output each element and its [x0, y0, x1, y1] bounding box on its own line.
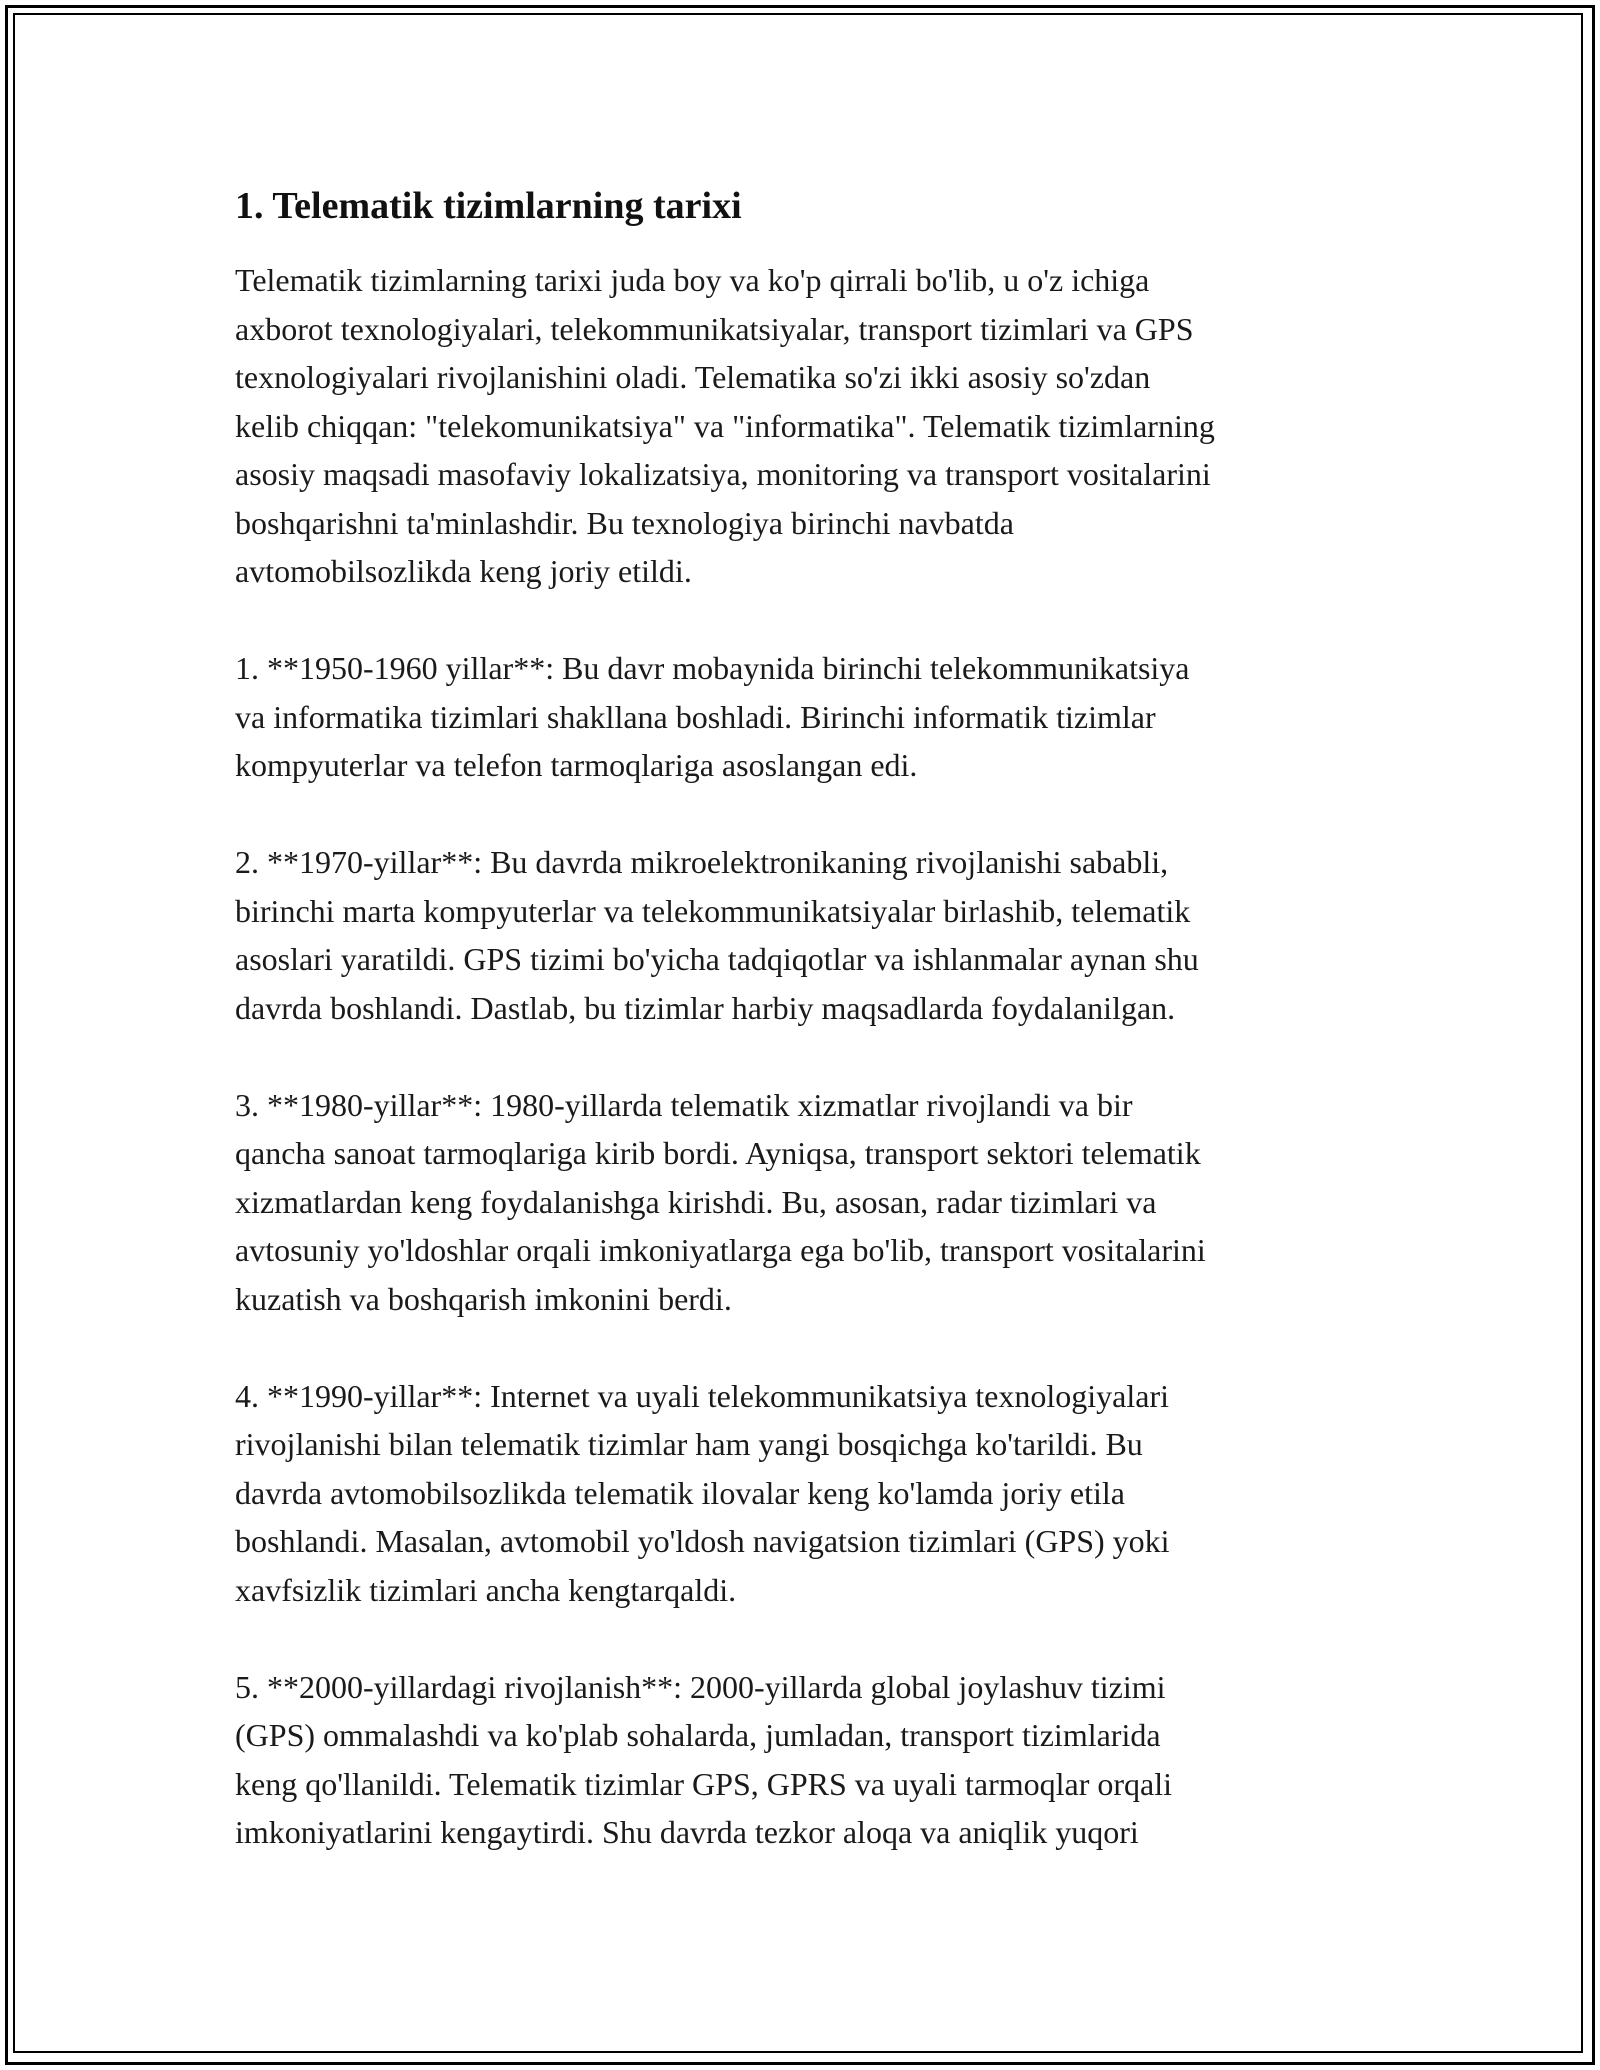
text-line: 3. **1980-yillar**: 1980-yillarda telematik xizmatlar rivojlandi va bir — [235, 1086, 1133, 1123]
document-page — [235, 182, 1375, 1905]
intro-paragraph — [235, 256, 1375, 596]
text-line: avtosuniy yo'ldoshlar orqali imkoniyatlarga ega bo'lib, transport vositalarini — [235, 1232, 1206, 1268]
text-line: 1. **1950-1960 yillar**: Bu davr mobaynida birinchi telekommunikatsiya — [235, 650, 1190, 686]
period-1970-paragraph — [235, 838, 1375, 1032]
text-line: 2. **1970-yillar**: Bu davrda mikroelektronikaning rivojlanishi sababli, — [235, 844, 1169, 880]
text-line: kompyuterlar va telefon tarmoqlariga asoslangan edi. — [235, 747, 918, 783]
text-line: davrda avtomobilsozlikda telematik ilovalar keng ko'lamda joriy etila — [235, 1474, 1125, 1511]
period-1950-1960-paragraph — [235, 644, 1375, 790]
text-line: asoslari yaratildi. GPS tizimi bo'yicha tadqiqotlar va ishlanmalar aynan shu — [235, 941, 1199, 977]
text-line: va informatika tizimlari shakllana boshladi. Birinchi informatik tizimlar — [235, 698, 1156, 735]
text-line: qancha sanoat tarmoqlariga kirib bordi. Ayniqsa, transport sektori telematik — [235, 1135, 1201, 1171]
text-line: 4. **1990-yillar**: Internet va uyali telekommunikatsiya texnologiyalari — [235, 1377, 1169, 1414]
text-line: xizmatlardan keng foydalanishga kirishdi. Bu, asosan, radar tizimlari va — [235, 1183, 1157, 1220]
text-line: avtomobilsozlikda keng joriy etildi. — [235, 553, 692, 589]
text-line: axborot texnologiyalari, telekommunikatsiyalar, transport tizimlari va GPS — [235, 310, 1194, 347]
text-line: Telematik tizimlarning tarixi juda boy va ko'p qirrali bo'lib, u o'z ichiga — [235, 262, 1150, 298]
period-2000-paragraph — [235, 1663, 1375, 1857]
text-line: kelib chiqqan: "telekomunikatsiya" va "informatika". Telematik tizimlarning — [235, 407, 1215, 444]
section-heading: 1. Telematik tizimlarning tarixi — [235, 185, 742, 227]
text-line: boshqarishni ta'minlashdir. Bu texnologiya birinchi navbatda — [235, 504, 1014, 541]
text-line: asosiy maqsadi masofaviy lokalizatsiya, monitoring va transport vositalarini — [235, 456, 1211, 492]
period-1980-paragraph — [235, 1081, 1375, 1324]
text-line: xavfsizlik tizimlari ancha kengtarqaldi. — [235, 1571, 737, 1608]
text-line: keng qo'llanildi. Telematik tizimlar GPS, GPRS va uyali tarmoqlar orqali — [235, 1765, 1173, 1802]
text-line: (GPS) ommalashdi va ko'plab sohalarda, jumladan, transport tizimlarida — [235, 1717, 1161, 1753]
text-line: rivojlanishi bilan telematik tizimlar ham yangi bosqichga ko'tarildi. Bu — [235, 1426, 1143, 1462]
text-line: boshlandi. Masalan, avtomobil yo'ldosh navigatsion tizimlari (GPS) yoki — [235, 1523, 1170, 1559]
text-line: 5. **2000-yillardagi rivojlanish**: 2000-yillarda global joylashuv tizimi — [235, 1668, 1166, 1705]
text-line: texnologiyalari rivojlanishini oladi. Telematika so'zi ikki asosiy so'zdan — [235, 359, 1151, 395]
text-line: davrda boshlandi. Dastlab, bu tizimlar harbiy maqsadlarda foydalanilgan. — [235, 989, 1176, 1026]
text-line: imkoniyatlarini kengaytirdi. Shu davrda tezkor aloqa va aniqlik yuqori — [235, 1814, 1139, 1850]
text-line: birinchi marta kompyuterlar va telekommunikatsiyalar birlashib, telematik — [235, 892, 1191, 929]
text-line: kuzatish va boshqarish imkonini berdi. — [235, 1280, 732, 1317]
period-1990-paragraph — [235, 1372, 1375, 1615]
